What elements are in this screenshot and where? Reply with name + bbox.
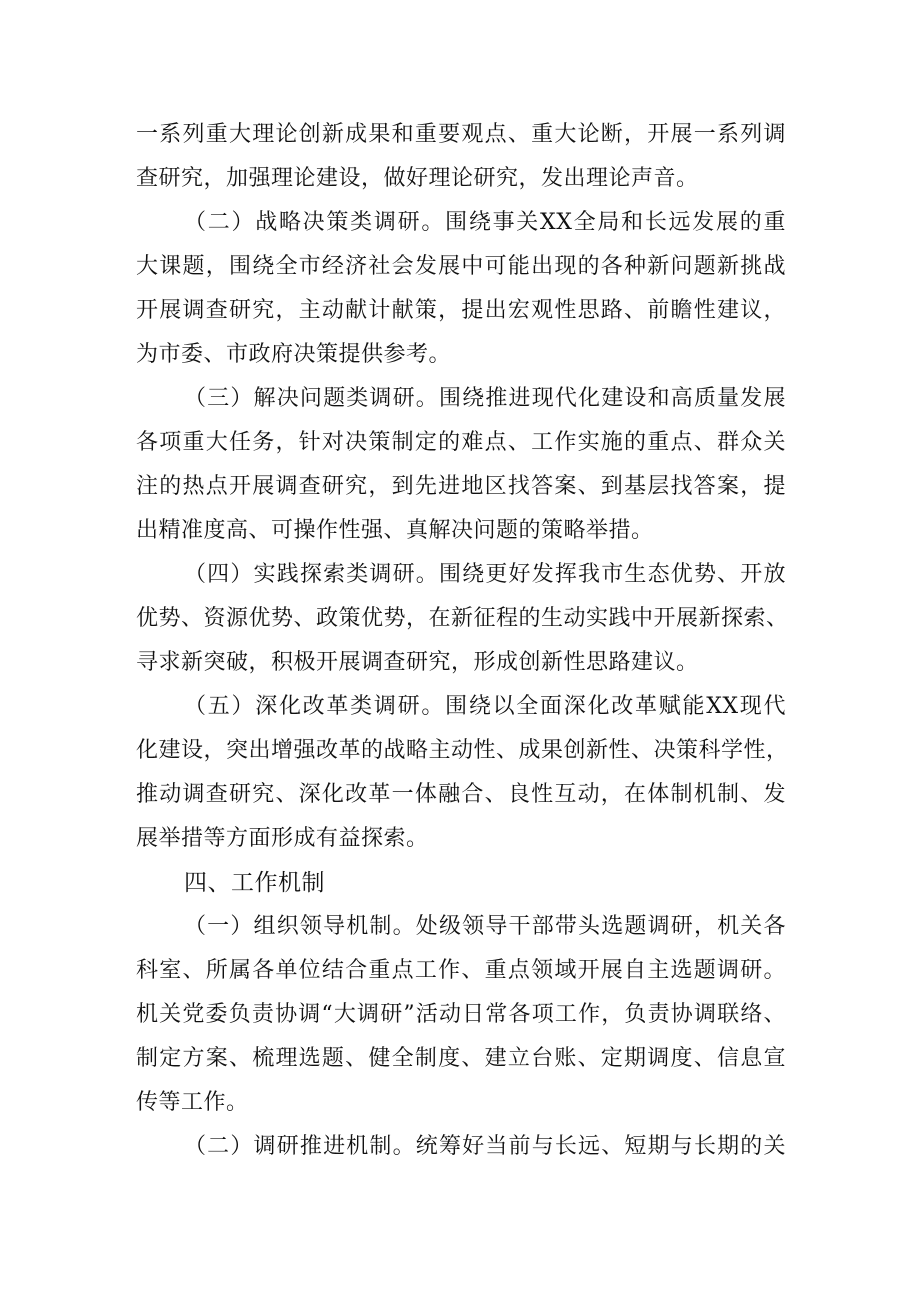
text-line: 传等工作。 [136,1090,249,1115]
text-line: （三）解决问题类调研。围绕推进现代化建设和高质量发展 [184,386,786,411]
text-line: 为市委、市政府决策提供参考。 [136,342,452,367]
text-line: 机关党委负责协调“大调研”活动日常各项工作，负责协调联络、 [136,1002,786,1027]
text-line: 制定方案、梳理选题、健全制度、建立台账、定期调度、信息宣 [136,1046,786,1071]
text-line: 查研究，加强理论建设，做好理论研究，发出理论声音。 [136,166,699,191]
text-line: 科室、所属各单位结合重点工作、重点领域开展自主选题调研。 [136,958,786,983]
section-heading: 四、工作机制 [184,870,325,896]
text-line: 注的热点开展调查研究，到先进地区找答案、到基层找答案，提 [136,474,786,499]
paragraph-strategic-decision [136,201,786,377]
text-line: （五）深化改革类调研。围绕以全面深化改革赋能XX现代 [184,694,786,719]
paragraph-research-promotion [136,1125,786,1169]
text-line: 一系列重大理论创新成果和重要观点、重大论断，开展一系列调 [136,122,786,147]
text-line: 优势、资源优势、政策优势，在新征程的生动实践中开展新探索、 [136,606,789,631]
text-line: （四）实践探索类调研。围绕更好发挥我市生态优势、开放 [184,562,786,587]
paragraph-deepening-reform [136,685,789,861]
text-line: 展举措等方面形成有益探索。 [136,826,429,851]
text-line: 大课题，围绕全市经济社会发展中可能出现的各种新问题新挑战 [136,254,786,279]
paragraph-theory-continued [136,113,786,201]
paragraph-practice-exploration [136,553,789,685]
text-line: 开展调查研究，主动献计献策，提出宏观性思路、前瞻性建议， [136,298,786,323]
document-body [136,113,789,1169]
text-line: （二）战略决策类调研。围绕事关XX全局和长远发展的重 [184,210,786,235]
paragraph-organization-leadership [136,905,786,1125]
text-line: 推动调查研究、深化改革一体融合、良性互动，在体制机制、发 [136,782,786,807]
text-line: 寻求新突破，积极开展调查研究，形成创新性思路建议。 [136,650,699,675]
text-line: 出精准度高、可操作性强、真解决问题的策略举措。 [136,518,654,543]
paragraph-problem-solving [136,377,786,553]
text-line: 化建设，突出增强改革的战略主动性、成果创新性、决策科学性， [136,738,789,763]
text-line: 各项重大任务，针对决策制定的难点、工作实施的重点、群众关 [136,430,786,455]
text-line: （一）组织领导机制。处级领导干部带头选题调研，机关各 [184,914,786,939]
text-line: （二）调研推进机制。统筹好当前与长远、短期与长期的关 [184,1134,786,1159]
